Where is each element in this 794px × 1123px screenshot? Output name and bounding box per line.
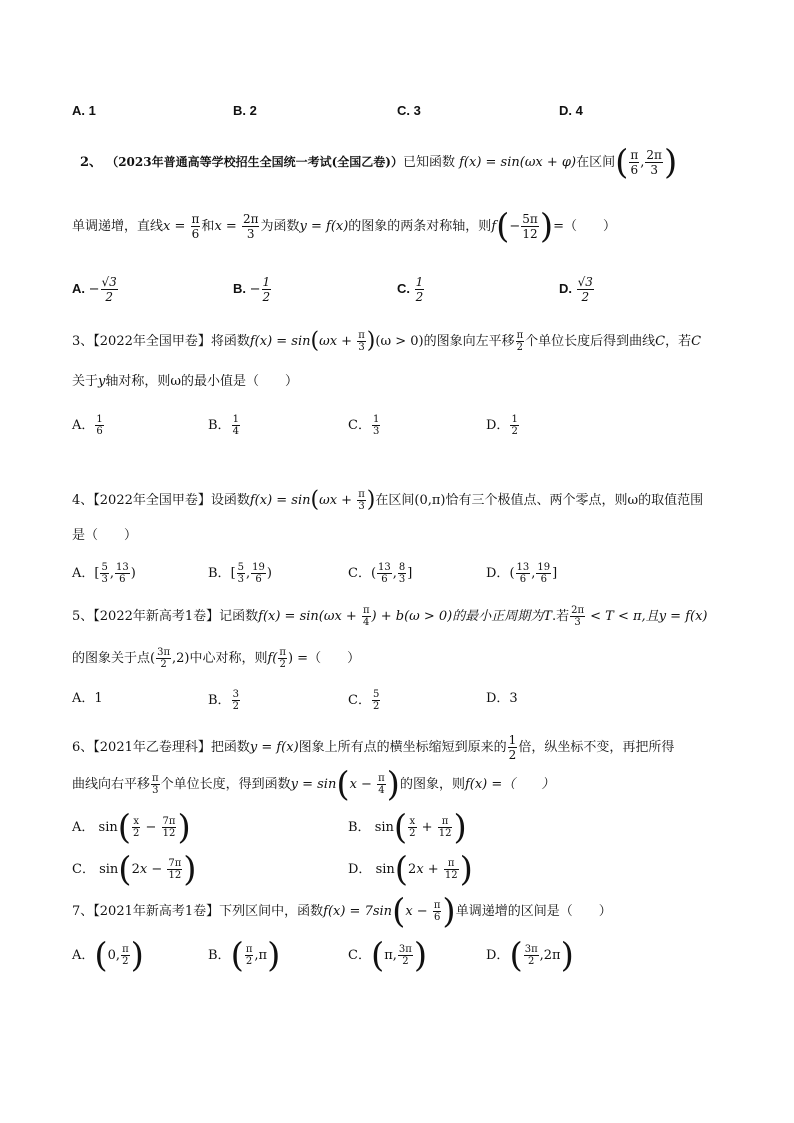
q5-option-a: A．1: [72, 691, 103, 706]
q1-option-d: D. 4: [559, 103, 583, 118]
q7-option-d: D．( $\frac{3\pi}{2}$ ,2π): [486, 935, 574, 976]
q1-option-c: C. 3: [397, 103, 421, 118]
q2-interval: (: [615, 142, 629, 183]
q3-heading: 3、【2022年全国甲卷】将函数: [72, 334, 250, 349]
q2-text: 已知函数: [402, 155, 455, 170]
q6-line-2: 曲线向右平移 $\frac{\pi}{3}$ 个单位长度，得到函数y = sin(x − $\frac{\pi}{4}$ )的图象，则f(x) =（ ）: [72, 764, 555, 805]
q3-line-1: 3、【2022年全国甲卷】将函数f(x) = sin(ωx + $\frac{\pi}{3}$ )(ω > 0)的图象向左平移 $\frac{\pi}{2}$ 个单位长度后得到曲线C，若C: [72, 328, 702, 354]
q1-option-a: A. 1: [72, 103, 96, 118]
q2-line-1: 2、 （2023年普通高等学校招生全国统一考试(全国乙卷)）已知函数 f(x) = sin(ωx + φ)在区间( $\frac{\pi}{6}$ , $\frac{2\pi}{3}$ ): [80, 142, 678, 183]
q2-option-c: C. $\frac{1}{2}$: [397, 275, 424, 304]
q2-fraction: $\frac{\pi}{6}$: [630, 148, 639, 177]
q7-option-a: A．(0, $\frac{\pi}{2}$ ): [72, 935, 144, 976]
q3-line-2: 关于y轴对称，则ω的最小值是（ ）: [72, 374, 298, 389]
q4-option-c: C．( $\frac{13}{6}$ , $\frac{8}{3}$ ]: [348, 562, 413, 585]
q2-number: 2、: [80, 155, 103, 170]
q6-option-c: C． sin(2x − $\frac{7\pi}{12}$ ): [72, 849, 197, 890]
q3-option-d: D． $\frac{1}{2}$: [486, 414, 518, 437]
q3-option-c: C． $\frac{1}{3}$: [348, 414, 380, 437]
q5-option-c: C． $\frac{5}{2}$: [348, 689, 380, 712]
q6-option-a: A． sin( $\frac{x}{2}$ − $\frac{7\pi}{12}$ ): [72, 807, 191, 848]
q4-option-b: B．[ $\frac{5}{3}$ , $\frac{19}{6}$ ): [208, 562, 272, 585]
q2-text: 在区间: [576, 155, 616, 170]
q2-option-a: A. − $\frac{√3}{2}$: [72, 275, 117, 304]
q7-line-1: 7、【2021年新高考1卷】下列区间中，函数f(x) = 7sin(x − $\frac{\pi}{6}$ )单调递增的区间是（ ）: [72, 891, 612, 932]
q5-line-2: 的图象关于点( $\frac{3\pi}{2}$ ,2)中心对称，则f( $\frac{\pi}{2}$ ) =（ ）: [72, 647, 361, 670]
q7-heading: 7、【2021年新高考1卷】下列区间中，函数: [72, 904, 324, 919]
q2-option-b: B. − $\frac{1}{2}$: [233, 275, 271, 304]
q6-option-d: D． sin(2x + $\frac{\pi}{12}$ ): [348, 849, 473, 890]
q1-option-b: B. 2: [233, 103, 257, 118]
q5-line-1: 5、【2022年新高考1卷】记函数f(x) = sin(ωx + $\frac{\pi}{4}$ ) + b(ω > 0)的最小正周期为T.若 $\frac{2\pi}{3}$ < T < π,且y = f(x): [72, 605, 708, 628]
q4-heading: 4、【2022年全国甲卷】设函数: [72, 493, 250, 508]
q3-option-a: A． $\frac{1}{6}$: [72, 414, 103, 437]
q3-option-b: B． $\frac{1}{4}$: [208, 414, 239, 437]
q6-heading: 6、【2021年乙卷理科】把函数: [72, 740, 250, 755]
q5-heading: 5、【2022年新高考1卷】记函数: [72, 609, 259, 624]
q4-line-1: 4、【2022年全国甲卷】设函数f(x) = sin(ωx + $\frac{\pi}{3}$ )在区间(0,π)恰有三个极值点、两个零点，则ω的取值范围: [72, 487, 704, 513]
q7-option-b: B．( $\frac{\pi}{2}$ ,π): [208, 935, 281, 976]
q6-line-1: 6、【2021年乙卷理科】把函数y = f(x)图象上所有点的横坐标缩短到原来的 $\frac{1}{2}$ 倍，纵坐标不变，再把所得: [72, 733, 675, 762]
q6-option-b: B． sin( $\frac{x}{2}$ + $\frac{\pi}{12}$ ): [348, 807, 467, 848]
q2-option-d: D. $\frac{√3}{2}$: [559, 275, 593, 304]
q2-source: （2023年普通高等学校招生全国统一考试(全国乙卷)）: [106, 155, 403, 169]
q5-option-d: D．3: [486, 691, 518, 706]
q2-function: f(x) = sin(ωx + φ): [459, 155, 577, 170]
q4-option-a: A．[ $\frac{5}{3}$ , $\frac{13}{6}$ ): [72, 562, 136, 585]
q2-fraction: $\frac{2\pi}{3}$: [646, 148, 662, 177]
q7-option-c: C．(π, $\frac{3\pi}{2}$ ): [348, 935, 428, 976]
q5-option-b: B． $\frac{3}{2}$: [208, 689, 239, 712]
q4-option-d: D．( $\frac{13}{6}$ , $\frac{19}{6}$ ]: [486, 562, 558, 585]
q2-line-2: 单调递增，直线x = $\frac{\pi}{6}$ 和x = $\frac{2\pi}{3}$ 为函数y = f(x)的图象的两条对称轴，则f(− $\frac{5\pi}{12}$ )=（ ）: [72, 206, 616, 247]
q4-line-2: 是（ ）: [72, 528, 138, 543]
